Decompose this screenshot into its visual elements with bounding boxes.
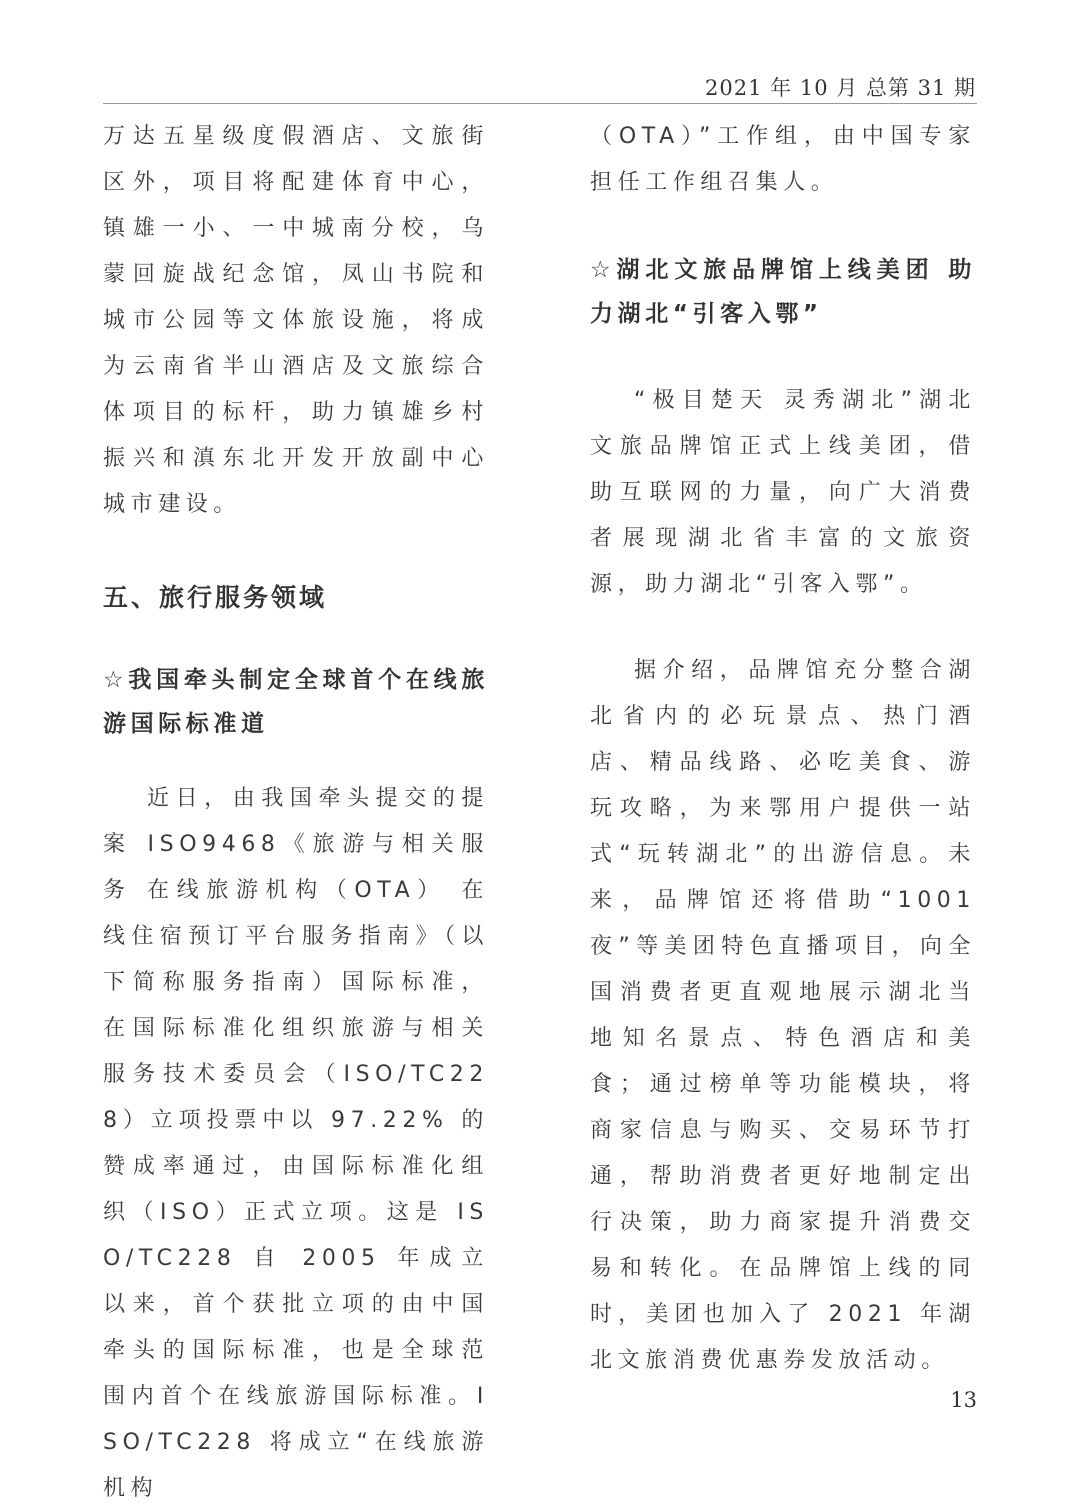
- hubei-paragraph-1: “极目楚天 灵秀湖北”湖北文旅品牌馆正式上线美团，借助互联网的力量，向广大消费者展现湖北省丰富的文旅资源，助力湖北“引客入鄂”。: [590, 388, 976, 597]
- spacer: [103, 746, 489, 776]
- article-heading-ota-standard: ☆我国牵头制定全球首个在线旅游国际标准道: [103, 667, 489, 737]
- hubei-paragraph-2: 据介绍，品牌馆充分整合湖北省内的必玩景点、热门酒店、精品线路、必吃美食、游玩攻略，为来鄂用户提供一站式“玩转湖北”的出游信息。未来，品牌馆还将借助“1001 夜”等美团特色直播项目，向全国消费者更直观地展示湖北当地知名景点、特色酒店和美食；通过榜单等功能模块，将商家信息与购买、交易环节打通，帮助消费者更好地制定出行决策，助力商家提升消费交易和转化。在品牌馆上线的同时，美团也加入了 2021 年湖北文旅消费优惠券发放活动。: [590, 658, 976, 1373]
- spacer: [103, 620, 489, 658]
- spacer: [103, 528, 489, 576]
- spacer: [590, 336, 976, 378]
- section-title: 五、旅行服务领域: [103, 583, 328, 612]
- intro-paragraph: 万达五星级度假酒店、文旅街区外，项目将配建体育中心，镇雄一小、一中城南分校，乌蒙回旋战纪念馆，凤山书院和城市公园等文体旅设施，将成为云南省半山酒店及文旅综合体项目的标杆，助力镇雄乡村振兴和滇东北开发开放副中心城市建设。: [103, 124, 489, 517]
- article-heading-hubei-brand: ☆湖北文旅品牌馆上线美团 助力湖北“引客入鄂”: [590, 257, 976, 327]
- issue-header: 2021 年 10 月 总第 31 期: [705, 76, 976, 100]
- right-column: [590, 114, 976, 1384]
- page-number: 13: [950, 1388, 977, 1412]
- header-divider: [103, 103, 977, 104]
- spacer: [590, 608, 976, 648]
- spacer: [590, 206, 976, 248]
- continuation-paragraph: （OTA）”工作组，由中国专家担任工作组召集人。: [590, 124, 976, 195]
- article-body-ota-standard: 近日，由我国牵头提交的提案 ISO9468《旅游与相关服务 在线旅游机构（OTA） 在线住宿预订平台服务指南》（以下简称服务指南）国际标准，在国际标准化组织旅游与相关服务技术委员会（ISO/TC228）立项投票中以 97.22% 的赞成率通过，由国际标准化组织（ISO）正式立项。这是 ISO/TC228 自 2005 年成立以来，首个获批立项的由中国牵头的国际标准，也是全球范围内首个在线旅游国际标准。ISO/TC228 将成立“在线旅游机构: [103, 786, 489, 1501]
- left-column: [103, 114, 489, 1512]
